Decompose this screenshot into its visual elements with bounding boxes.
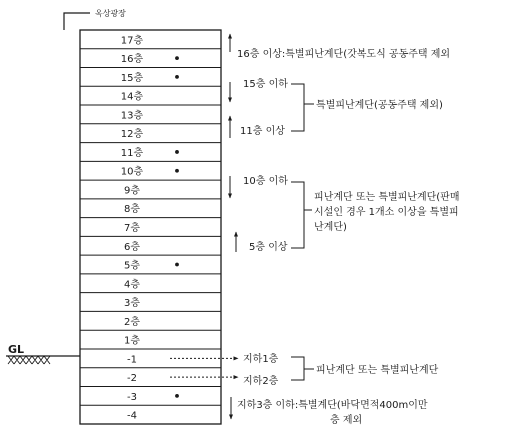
floor-label: -3 bbox=[127, 391, 137, 403]
annotation-b2: 지하2층 bbox=[243, 376, 279, 387]
building-outline bbox=[80, 30, 221, 424]
annotation-mid-special: 특별피난계단(공동주택 제외) bbox=[316, 100, 443, 111]
floor-label: 2층 bbox=[123, 316, 141, 328]
annotation-lower-line3: 난계단) bbox=[314, 222, 347, 233]
floor-label: -1 bbox=[127, 354, 137, 366]
annotation-ge5: 5층 이상 bbox=[249, 242, 288, 253]
floor-label: 3층 bbox=[123, 298, 141, 310]
annotation-lower-line2: 시설인 경우 1개소 이상을 특별피 bbox=[314, 207, 459, 218]
floor-label: 10층 bbox=[120, 166, 144, 178]
ground-hatch bbox=[8, 356, 50, 364]
annotation-lower-line1: 피난계단 또는 특별피난계단(판매 bbox=[314, 192, 460, 203]
bracket-10-5 bbox=[291, 182, 304, 248]
stair-marker-dot bbox=[175, 150, 179, 154]
floor-label: 16층 bbox=[120, 54, 144, 66]
floor-label: 17층 bbox=[120, 35, 144, 47]
stair-marker-dot bbox=[175, 263, 179, 267]
floor-label: 8층 bbox=[123, 204, 141, 216]
annotation-basement-stair: 피난계단 또는 특별피난계단 bbox=[316, 365, 439, 376]
floor-label: -4 bbox=[127, 410, 137, 422]
stair-marker-dot bbox=[175, 56, 179, 60]
ground-level-label: GL bbox=[8, 343, 25, 356]
bracket-b1-b2 bbox=[291, 357, 304, 380]
stair-marker-dot bbox=[175, 394, 179, 398]
stair-marker-dot bbox=[175, 75, 179, 79]
floor-label: 13층 bbox=[120, 110, 144, 122]
annotation-le15: 15층 이하 bbox=[243, 79, 288, 90]
floor-label: 15층 bbox=[120, 72, 144, 84]
annotation-le10: 10층 이하 bbox=[243, 176, 288, 187]
rooftop-parapet bbox=[64, 13, 90, 30]
floor-label: 5층 bbox=[123, 260, 141, 272]
floor-label: 4층 bbox=[123, 279, 141, 291]
floor-label: 11층 bbox=[120, 147, 144, 159]
floor-label: -2 bbox=[127, 373, 137, 385]
annotation-b3-line2: 층 제외 bbox=[330, 415, 363, 426]
floor-label: 9층 bbox=[123, 185, 141, 197]
floor-label: 14층 bbox=[120, 91, 144, 103]
annotation-b3-line1: 지하3층 이하:특별계단(바닥면적400m이만 bbox=[237, 400, 428, 411]
bracket-15-11 bbox=[291, 84, 304, 131]
floor-label: 1층 bbox=[123, 335, 141, 347]
rooftop-label: 옥상광장 bbox=[95, 9, 126, 18]
annotation-above16: 16층 이상:특별피난계단(갓복도식 공동주택 제외 bbox=[237, 49, 451, 60]
floor-stack bbox=[80, 34, 238, 421]
stair-marker-dot bbox=[175, 169, 179, 173]
floor-label: 7층 bbox=[123, 223, 141, 234]
floor-label: 6층 bbox=[123, 241, 141, 253]
annotation-b1: 지하1층 bbox=[243, 354, 279, 365]
floor-label: 12층 bbox=[120, 129, 144, 141]
annotation-ge11: 11층 이상 bbox=[240, 126, 285, 137]
